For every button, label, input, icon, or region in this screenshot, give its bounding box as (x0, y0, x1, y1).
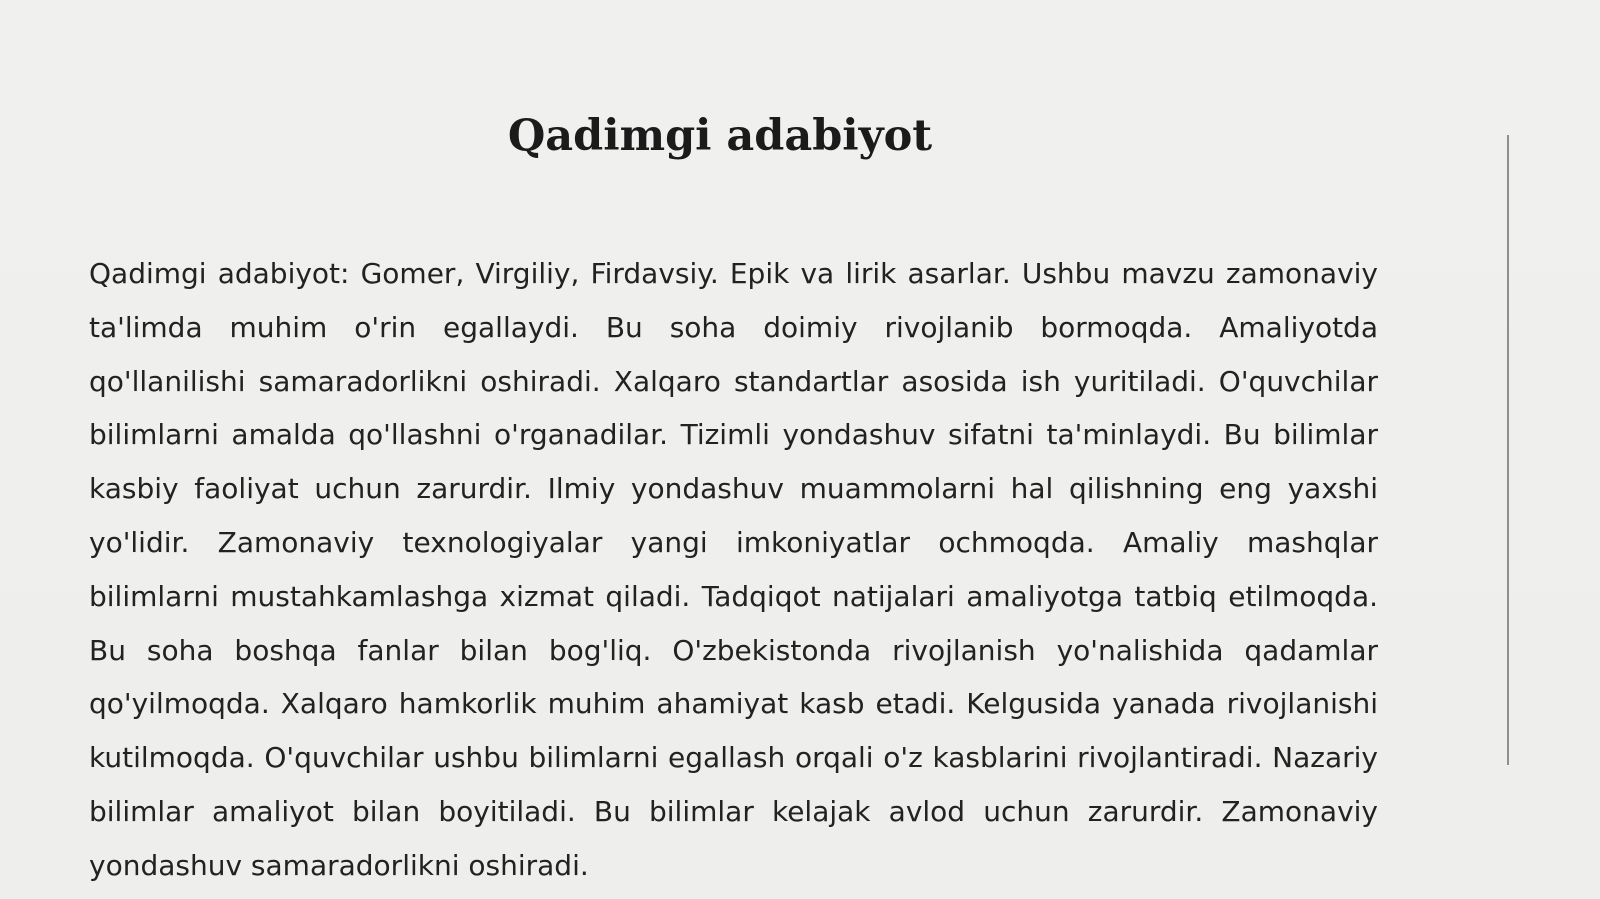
vertical-divider (1507, 135, 1509, 765)
slide-body-text: Qadimgi adabiyot: Gomer, Virgiliy, Firdavsiy. Epik va lirik asarlar. Ushbu mavzu zamonaviy ta'limda muhim o'rin egallaydi. Bu soha doimiy rivojlanib bormoqda. Amaliyotda qo'llanilishi samaradorlikni oshiradi. Xalqaro standartlar asosida ish yuritiladi. O'quvchilar bilimlarni amalda qo'llashni o'rganadilar. Tizimli yondashuv sifatni ta'minlaydi. Bu bilimlar kasbiy faoliyat uchun zarurdir. Ilmiy yondashuv muammolarni hal qilishning eng yaxshi yo'lidir. Zamonaviy texnologiyalar yangi imkoniyatlar ochmoqda. Amaliy mashqlar bilimlarni mustahkamlashga xizmat qiladi. Tadqiqot natijalari amaliyotga tatbiq etilmoqda. Bu soha boshqa fanlar bilan bog'liq. O'zbekistonda rivojlanish yo'nalishida qadamlar qo'yilmoqda. Xalqaro hamkorlik muhim ahamiyat kasb etadi. Kelgusida yanada rivojlanishi kutilmoqda. O'quvchilar ushbu bilimlarni egallash orqali o'z kasblarini rivojlantiradi. Nazariy bilimlar amaliyot bilan boyitiladi. Bu bilimlar kelajak avlod uchun zarurdir. Zamonaviy yondashuv samaradorlikni oshiradi. (89, 257, 1378, 882)
slide-title: Qadimgi adabiyot (507, 111, 933, 161)
